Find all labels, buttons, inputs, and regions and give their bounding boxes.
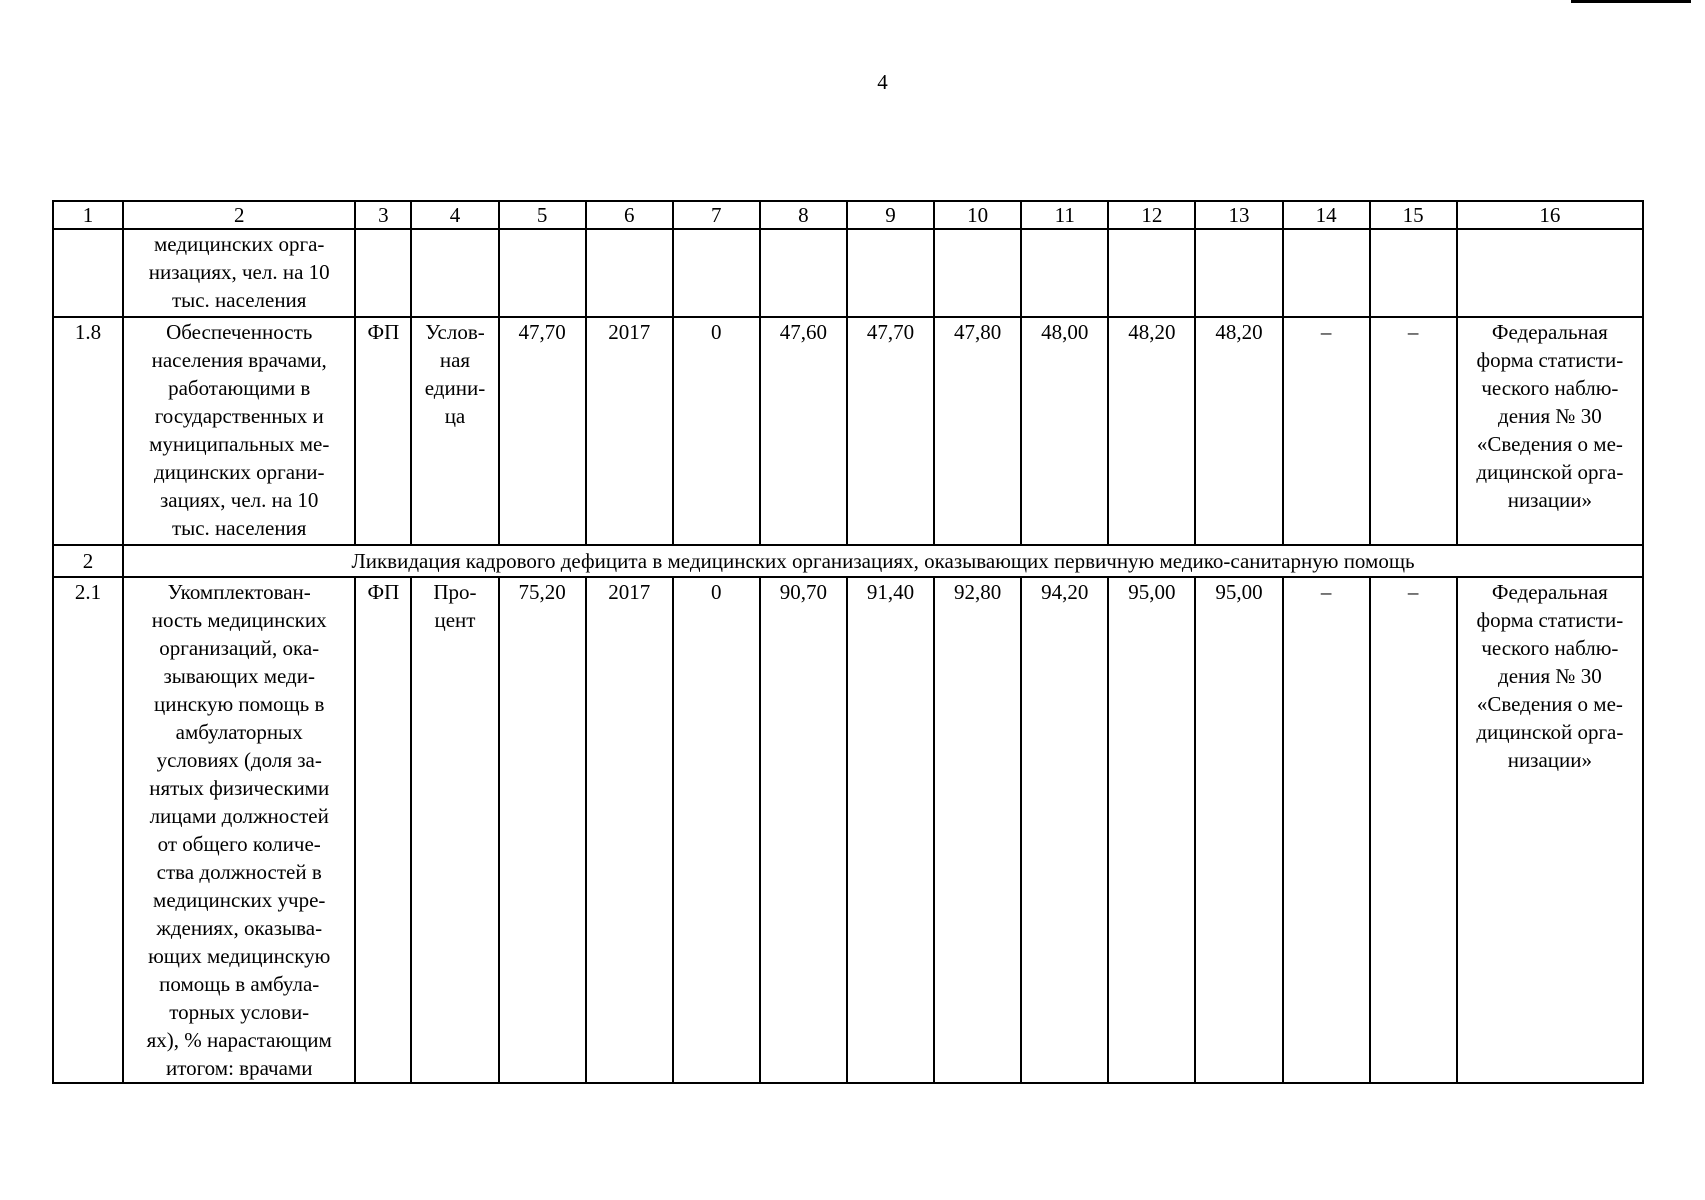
unit-of-measure: Про- цент [411,577,498,1083]
base-value: 47,70 [499,317,586,545]
table-cell [1195,229,1282,317]
column-number: 10 [934,201,1021,229]
table-cell [1457,229,1643,317]
value-cell: 95,00 [1195,577,1282,1083]
section-title: Ликвидация кадрового дефицита в медицинских организациях, оказывающих первичную медико-санитарную помощь [123,545,1643,577]
value-cell: – [1283,317,1370,545]
data-source: Федеральная форма статисти- ческого наблю- дения № 30 «Сведения о ме- дицинской орга- низации» [1457,317,1643,545]
table-row-continuation [53,229,1643,317]
column-number: 6 [586,201,673,229]
value-cell: 48,00 [1021,317,1108,545]
column-number: 7 [673,201,760,229]
table-cell [934,229,1021,317]
column-number: 13 [1195,201,1282,229]
value-cell: 47,60 [760,317,847,545]
table-row-2-1 [53,577,1643,1083]
column-number: 5 [499,201,586,229]
column-number: 11 [1021,201,1108,229]
value-cell: 48,20 [1195,317,1282,545]
value-cell: 0 [673,577,760,1083]
value-cell: – [1283,577,1370,1083]
value-cell: 48,20 [1108,317,1195,545]
value-cell: 47,70 [847,317,934,545]
column-number: 15 [1370,201,1457,229]
table-cell [1021,229,1108,317]
table-cell [53,229,123,317]
column-number-row [53,201,1643,229]
data-source: Федеральная форма статисти- ческого наблю- дения № 30 «Сведения о ме- дицинской орга- низации» [1457,577,1643,1083]
page-number: 4 [877,70,888,94]
table-cell [1283,229,1370,317]
column-number: 3 [355,201,411,229]
table-cell [499,229,586,317]
value-cell: – [1370,577,1457,1083]
table-cell [847,229,934,317]
unit-of-measure: Услов- ная едини- ца [411,317,498,545]
value-cell: 91,40 [847,577,934,1083]
table-cell [411,229,498,317]
value-cell: 92,80 [934,577,1021,1083]
value-cell: – [1370,317,1457,545]
indicator-name: Укомплектован- ность медицинских организаций, ока- зывающих меди- цинскую помощь в амбулаторных условиях (доля за- нятых физическими лицами должностей от общего количе- ства должностей в медицинских учре- ждениях, оказыва- ющих медицинскую помощь в амбула- торных услови- ях), % нарастающим итогом: врачами [123,577,355,1083]
row-number: 1.8 [53,317,123,545]
table-row-1-8 [53,317,1643,545]
column-number: 8 [760,201,847,229]
base-year: 2017 [586,317,673,545]
column-number: 4 [411,201,498,229]
column-number: 14 [1283,201,1370,229]
value-cell: 90,70 [760,577,847,1083]
section-row-2 [53,545,1643,577]
indicator-type: ФП [355,317,411,545]
column-number: 16 [1457,201,1643,229]
indicator-table [52,200,1644,1084]
column-number: 9 [847,201,934,229]
base-value: 75,20 [499,577,586,1083]
section-number: 2 [53,545,123,577]
table-cell [673,229,760,317]
table-cell [760,229,847,317]
value-cell: 95,00 [1108,577,1195,1083]
row-number: 2.1 [53,577,123,1083]
base-year: 2017 [586,577,673,1083]
value-cell: 94,20 [1021,577,1108,1083]
table-cell [355,229,411,317]
corner-scan-mark [1571,0,1691,3]
indicator-name: Обеспеченность населения врачами, работающими в государственных и муниципальных ме- дицинских органи- зациях, чел. на 10 тыс. населения [123,317,355,545]
table-cell [1370,229,1457,317]
value-cell: 0 [673,317,760,545]
indicator-type: ФП [355,577,411,1083]
value-cell: 47,80 [934,317,1021,545]
column-number: 12 [1108,201,1195,229]
table-cell [586,229,673,317]
column-number: 2 [123,201,355,229]
table-cell [1108,229,1195,317]
indicator-name: медицинских орга- низациях, чел. на 10 тыс. населения [123,229,355,317]
column-number: 1 [53,201,123,229]
